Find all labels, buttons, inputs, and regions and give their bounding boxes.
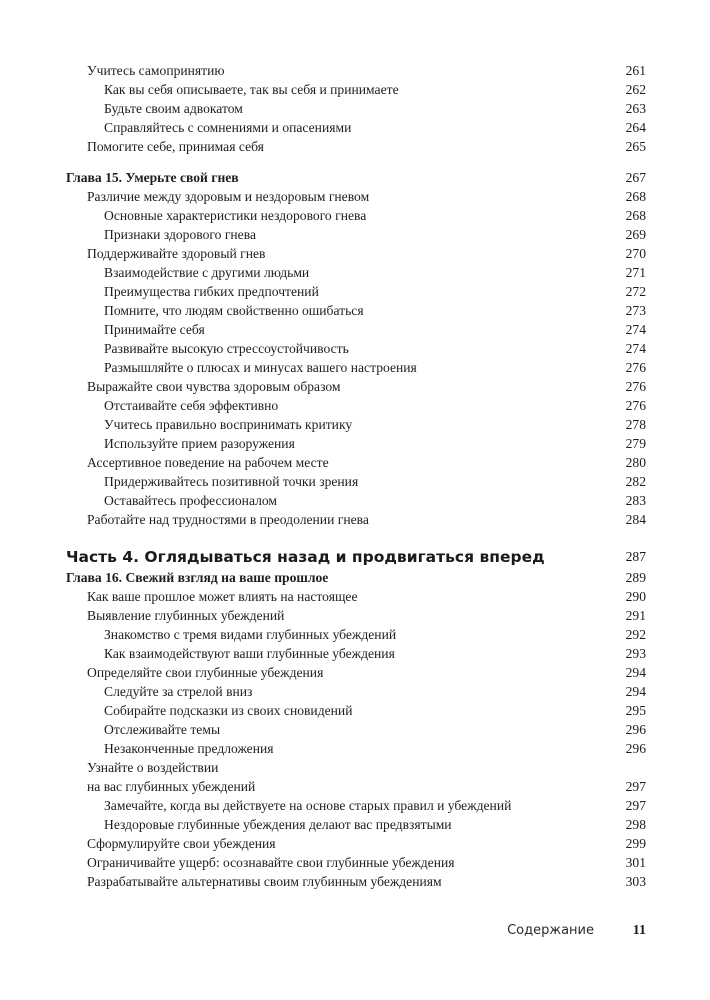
- toc-entry-title: Помните, что людям свойственно ошибаться: [104, 303, 364, 318]
- toc-entry-page: 296: [625, 741, 646, 756]
- toc-entry-title: Глава 16. Свежий взгляд на ваше прошлое: [66, 570, 329, 585]
- toc-entry-page: 301: [625, 855, 646, 870]
- toc-entry-title: Различие между здоровым и нездоровым гневом: [87, 189, 370, 204]
- toc-entry-title: Используйте прием разоружения: [104, 436, 295, 451]
- toc-subsection-entry: [66, 720, 646, 739]
- toc-entry-title: Придерживайтесь позитивной точки зрения: [104, 474, 359, 489]
- toc-subsection-entry: [66, 206, 646, 225]
- page-number: 11: [632, 923, 646, 938]
- toc-section-entry: [66, 244, 646, 263]
- toc-entry-page: 291: [625, 608, 646, 623]
- toc-entry-page: 271: [625, 265, 646, 280]
- toc-subsection-entry: [66, 682, 646, 701]
- toc-entry-title: Разрабатывайте альтернативы своим глубинным убеждениям: [87, 874, 442, 889]
- toc-section-entry: [66, 606, 646, 625]
- toc-entry-title: Ограничивайте ущерб: осознавайте свои глубинные убеждения: [87, 855, 455, 870]
- toc-entry-page: 273: [625, 303, 646, 318]
- toc-entry-title: Ассертивное поведение на рабочем месте: [87, 455, 329, 470]
- toc-entry-title: Определяйте свои глубинные убеждения: [87, 665, 324, 680]
- toc-entry-title: Знакомство с тремя видами глубинных убеждений: [104, 627, 397, 642]
- toc-entry-title: Поддерживайте здоровый гнев: [87, 246, 266, 261]
- toc-entry-page: 274: [625, 341, 646, 356]
- toc-subsection-entry: [66, 99, 646, 118]
- toc-subsection-entry: [66, 225, 646, 244]
- toc-entry-title: Основные характеристики нездорового гнева: [104, 208, 367, 223]
- toc-entry-title: Учитесь самопринятию: [87, 63, 225, 78]
- toc-subsection-entry: [66, 415, 646, 434]
- toc-entry-page: 292: [625, 627, 646, 642]
- toc-entry-page: 299: [625, 836, 646, 851]
- toc-subsection-entry: [66, 396, 646, 415]
- toc-subsection-entry: [66, 434, 646, 453]
- toc-section-entry: [66, 187, 646, 206]
- toc-entry-page: 296: [625, 722, 646, 737]
- toc-section-chapter-15: [66, 168, 646, 529]
- toc-entry-title: Размышляйте о плюсах и минусах вашего настроения: [104, 360, 417, 375]
- toc-entry-page: 290: [625, 589, 646, 604]
- toc-entry-page: 268: [625, 189, 646, 204]
- toc-entry-title: Сформулируйте свои убеждения: [87, 836, 276, 851]
- toc-chapter-heading: [66, 168, 646, 187]
- toc-entry-page: 278: [625, 417, 646, 432]
- toc-entry-page: 294: [625, 665, 646, 680]
- toc-entry-page: 294: [625, 684, 646, 699]
- toc-section-entry: [66, 872, 646, 891]
- toc-section-entry: [66, 834, 646, 853]
- toc-entry-page: 276: [625, 379, 646, 394]
- toc-entry-page: 264: [625, 120, 646, 135]
- toc-section-entry: [66, 777, 646, 796]
- toc-entry-page: 289: [625, 570, 646, 585]
- toc-entry-page: 272: [625, 284, 646, 299]
- toc-entry-page: 279: [625, 436, 646, 451]
- toc-subsection-entry: [66, 282, 646, 301]
- toc-entry-page: 263: [625, 101, 646, 116]
- toc-entry-page: 297: [625, 779, 646, 794]
- toc-entry-page: 268: [625, 208, 646, 223]
- toc-entry-page: 262: [625, 82, 646, 97]
- toc-entry-title: Глава 15. Умерьте свой гнев: [66, 170, 239, 185]
- toc-section-part-4: [66, 546, 646, 891]
- toc-section-entry: [66, 510, 646, 529]
- toc-subsection-entry: [66, 472, 646, 491]
- toc-entry-title: Будьте своим адвокатом: [104, 101, 243, 116]
- toc-entry-title: Замечайте, когда вы действуете на основе старых правил и убеждений: [104, 798, 512, 813]
- toc-entry-title: Выражайте свои чувства здоровым образом: [87, 379, 341, 394]
- toc-entry-page: 295: [625, 703, 646, 718]
- toc-entry-title: Учитесь правильно воспринимать критику: [104, 417, 353, 432]
- toc-entry-page: 293: [625, 646, 646, 661]
- toc-entry-title: Взаимодействие с другими людьми: [104, 265, 310, 280]
- toc-entry-title: Развивайте высокую стрессоустойчивость: [104, 341, 349, 356]
- toc-entry-title: Собирайте подсказки из своих сновидений: [104, 703, 353, 718]
- toc-section: [66, 61, 646, 156]
- toc-entry-page: 274: [625, 322, 646, 337]
- toc-entry-page: 265: [625, 139, 646, 154]
- toc-section-entry: [66, 853, 646, 872]
- toc-subsection-entry: [66, 625, 646, 644]
- toc-subsection-entry: [66, 701, 646, 720]
- toc-subsection-entry: [66, 339, 646, 358]
- toc-entry-page: 287: [625, 549, 646, 564]
- toc-subsection-entry: [66, 80, 646, 99]
- toc-subsection-entry: [66, 301, 646, 320]
- toc-entry-page: 261: [625, 63, 646, 78]
- toc-entry-title: Часть 4. Оглядываться назад и продвигаться вперед: [66, 548, 545, 566]
- toc-entry-title: Работайте над трудностями в преодолении гнева: [87, 512, 369, 527]
- toc-subsection-entry: [66, 796, 646, 815]
- toc-entry-title: Признаки здорового гнева: [104, 227, 256, 242]
- toc-subsection-entry: [66, 263, 646, 282]
- toc-entry-title: Выявление глубинных убеждений: [87, 608, 285, 623]
- toc-section-entry: [66, 663, 646, 682]
- toc-entry-title: Помогите себе, принимая себя: [87, 139, 264, 154]
- toc-entry-title: Нездоровые глубинные убеждения делают вас предвзятыми: [104, 817, 452, 832]
- toc-entry-page: 270: [625, 246, 646, 261]
- toc-chapter-heading: [66, 568, 646, 587]
- toc-subsection-entry: [66, 739, 646, 758]
- toc-entry-page: 276: [625, 360, 646, 375]
- toc-entry-page: 276: [625, 398, 646, 413]
- toc-entry-page: 284: [625, 512, 646, 527]
- toc-entry-title: Как ваше прошлое может влиять на настоящее: [87, 589, 358, 604]
- toc-entry-title: Справляйтесь с сомнениями и опасениями: [104, 120, 352, 135]
- toc-entry-page: 303: [625, 874, 646, 889]
- toc-entry-title: Отслеживайте темы: [104, 722, 221, 737]
- toc-entry-title: Как взаимодействуют ваши глубинные убеждения: [104, 646, 395, 661]
- toc-section-entry: [66, 377, 646, 396]
- toc-subsection-entry: [66, 644, 646, 663]
- toc-entry-title: Преимущества гибких предпочтений: [104, 284, 319, 299]
- toc-section-entry: [66, 137, 646, 156]
- toc-entry-title: Отстаивайте себя эффективно: [104, 398, 279, 413]
- toc-subsection-entry: [66, 815, 646, 834]
- toc-entry-page: 298: [625, 817, 646, 832]
- page-footer: [66, 921, 646, 941]
- toc-entry-page: 282: [625, 474, 646, 489]
- toc-entry-page: 269: [625, 227, 646, 242]
- toc-entry-page: 280: [625, 455, 646, 470]
- toc-section-entry: [66, 587, 646, 606]
- toc-subsection-entry: [66, 118, 646, 137]
- toc-entry-title: Как вы себя описываете, так вы себя и принимаете: [104, 82, 399, 97]
- footer-label: Содержание: [507, 923, 594, 938]
- toc-part-heading: [66, 546, 646, 568]
- toc-entry-title: Оставайтесь профессионалом: [104, 493, 278, 508]
- toc-entry-title: Принимайте себя: [104, 322, 205, 337]
- toc-section-entry: [66, 61, 646, 80]
- toc-section-entry: [66, 758, 646, 777]
- toc-entry-page: 283: [625, 493, 646, 508]
- toc-entry-title: Незаконченные предложения: [104, 741, 274, 756]
- toc-subsection-entry: [66, 491, 646, 510]
- toc-entry-title: на вас глубинных убеждений: [87, 779, 256, 794]
- toc-entry-title: Узнайте о воздействии: [87, 760, 219, 775]
- toc-entry-page: 267: [625, 170, 646, 185]
- toc-entry-title: Следуйте за стрелой вниз: [104, 684, 253, 699]
- toc-subsection-entry: [66, 358, 646, 377]
- toc-entry-page: 297: [625, 798, 646, 813]
- toc-section-entry: [66, 453, 646, 472]
- toc-subsection-entry: [66, 320, 646, 339]
